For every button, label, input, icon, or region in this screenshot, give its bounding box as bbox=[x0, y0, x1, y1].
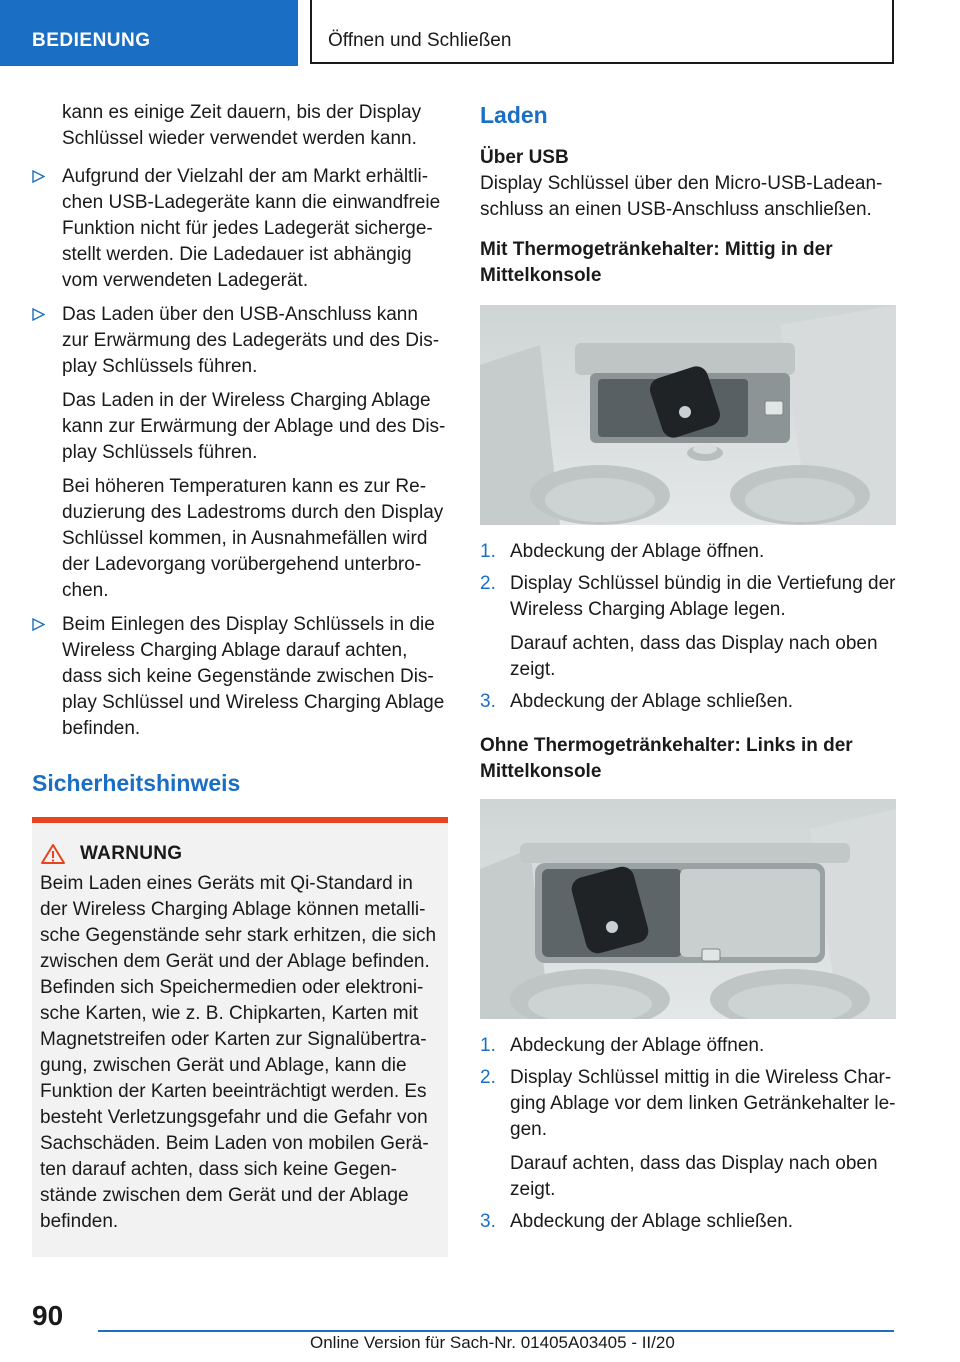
warning-label: WARNUNG bbox=[80, 843, 183, 864]
center-console-photo-left bbox=[480, 799, 896, 1019]
step-number: 1. bbox=[480, 541, 496, 562]
center-console-photo-center bbox=[480, 305, 896, 525]
step-text: Abdeckung der Ablage schließen. bbox=[510, 1211, 794, 1232]
without-holder-heading: Ohne Thermogetränkehalter: Links in der Mittelkonsole bbox=[480, 735, 853, 782]
left-column bbox=[32, 100, 448, 1257]
usb-text: Display Schlüssel über den Micro-USB-Ladean-schluss an einen USB-Anschluss anschließen. bbox=[480, 173, 883, 220]
triangle-bullet-icon bbox=[32, 308, 45, 321]
step-text: Display Schlüssel bündig in die Vertiefung der Wireless Charging Ablage legen. bbox=[510, 573, 896, 620]
list-item bbox=[480, 571, 896, 683]
bullet-text: Beim Einlegen des Display Schlüssels in die Wireless Charging Ablage darauf achten, dass sich keine Gegenstände zwischen Dis-play Schlüssel und Wireless Charging Ablage befinden. bbox=[62, 614, 445, 739]
list-item bbox=[480, 1209, 896, 1235]
charging-heading: Laden bbox=[480, 102, 548, 128]
intro-line-1: kann es einige Zeit dauern, bis der Display bbox=[62, 102, 422, 123]
bullet-item bbox=[32, 164, 448, 294]
with-holder-heading: Mit Thermogetränkehalter: Mittig in der Mittelkonsole bbox=[480, 239, 833, 286]
list-item bbox=[480, 1065, 896, 1203]
triangle-bullet-icon bbox=[32, 170, 45, 183]
page-number: 90 bbox=[32, 1300, 64, 1331]
list-item bbox=[480, 689, 896, 715]
list-item bbox=[480, 539, 896, 565]
step-subtext: Darauf achten, dass das Display nach oben zeigt. bbox=[510, 633, 878, 680]
warning-text: Beim Laden eines Geräts mit Qi-Standard in der Wireless Charging Ablage können metalli-sche Gegenstände sehr stark erhitzen, die sich zwischen dem Gerät und der Ablage befinden. Befinden sich Speichermedien oder elektroni-sche Karten, wie z. B. Chipkarten, Karten mit Magnetstreifen oder Karten zur Signalübertra-gung, zwischen Gerät und Ablage, kann die Funktion der Karten beeinträchtigt werden. Es besteht Verletzungsgefahr und die Gefahr von Sachschäden. Beim Laden von mobilen Gerä-ten darauf achten, dass sich keine Gegen-stände zwischen dem Gerät und der Ablage befinden. bbox=[40, 873, 437, 1232]
list-item bbox=[480, 1033, 896, 1059]
bullet-text: Das Laden über den USB-Anschluss kann zur Erwärmung des Ladegeräts und des Dis-play Schlüssels führen. bbox=[62, 304, 440, 377]
warning-title bbox=[40, 843, 438, 865]
usb-heading: Über USB bbox=[480, 147, 569, 168]
step-number: 3. bbox=[480, 691, 496, 712]
online-version-link[interactable]: Online Version für Sach-Nr. 01405A03405 - II/20 bbox=[310, 1333, 675, 1352]
intro-line-2: Schlüssel wieder verwendet werden kann. bbox=[62, 128, 417, 149]
right-column bbox=[480, 100, 896, 1235]
bullet-subtext: Das Laden in der Wireless Charging Ablage kann zur Erwärmung der Ablage und des Dis-play Schlüssels führen. bbox=[62, 390, 446, 463]
step-text: Abdeckung der Ablage schließen. bbox=[510, 691, 794, 712]
step-number: 2. bbox=[480, 573, 496, 594]
section-tab: BEDIENUNG bbox=[0, 0, 298, 66]
steps-list-b bbox=[480, 1033, 896, 1235]
step-text: Abdeckung der Ablage öffnen. bbox=[510, 541, 765, 562]
step-subtext: Darauf achten, dass das Display nach oben zeigt. bbox=[510, 1153, 878, 1200]
step-number: 3. bbox=[480, 1211, 496, 1232]
safety-heading: Sicherheitshinweis bbox=[32, 770, 241, 796]
bullet-item bbox=[32, 302, 448, 604]
chapter-title: Öffnen und Schließen bbox=[310, 0, 894, 64]
footer-divider bbox=[98, 1330, 894, 1332]
step-text: Abdeckung der Ablage öffnen. bbox=[510, 1035, 765, 1056]
warning-triangle-icon bbox=[40, 843, 66, 865]
warning-box bbox=[32, 817, 448, 1257]
step-number: 2. bbox=[480, 1067, 496, 1088]
triangle-bullet-icon bbox=[32, 618, 45, 631]
page-header bbox=[0, 0, 960, 66]
bullet-text: Aufgrund der Vielzahl der am Markt erhältli-chen USB-Ladegeräte kann die einwandfreie Funktion nicht für jedes Ladegerät sicherge-stellt werden. Die Ladedauer ist abhängig vom verwendeten Ladegerät. bbox=[62, 166, 441, 291]
step-number: 1. bbox=[480, 1035, 496, 1056]
bullet-subtext: Bei höheren Temperaturen kann es zur Re-duzierung des Ladestroms durch den Display Schlüssel kommen, in Ausnahmefällen wird der Ladevorgang vorübergehend unterbro-chen. bbox=[62, 476, 444, 601]
bullet-item bbox=[32, 612, 448, 742]
step-text: Display Schlüssel mittig in die Wireless Char-ging Ablage vor dem linken Getränkehalter le-gen. bbox=[510, 1067, 896, 1140]
steps-list-a bbox=[480, 539, 896, 715]
